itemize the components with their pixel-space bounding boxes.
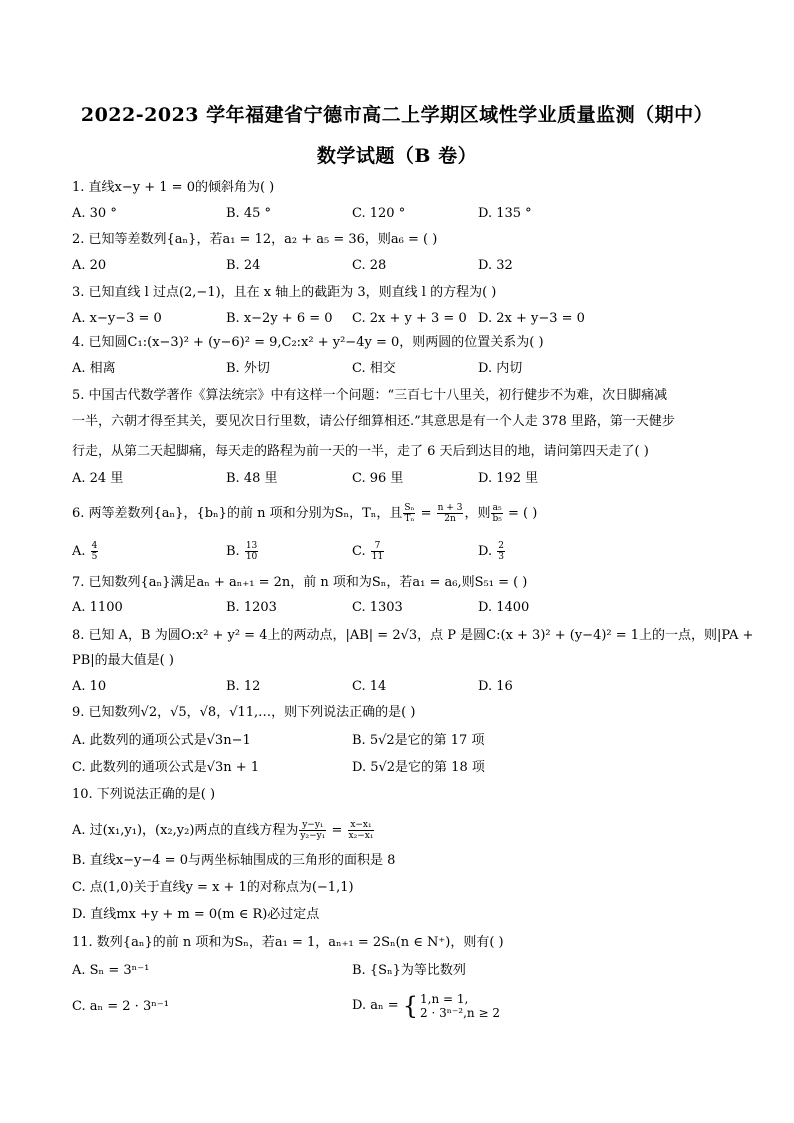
question-8-option-c: C. 14 xyxy=(352,679,387,694)
question-3-option-c: C. 2x + y + 3 = 0 xyxy=(352,311,467,326)
option-text: A. 过(x₁,y₁)，(x₂,y₂)两点的直线方程为 xyxy=(72,823,299,838)
question-7-stem: 7. 已知数列{aₙ}满足aₙ + aₙ₊₁ = 2n，前 n 项和为Sₙ，若a₁ = a₆,则S₅₁ = ( ) xyxy=(72,575,528,590)
fraction-numerator: a₅ xyxy=(492,503,502,513)
question-1-option-d: D. 135 ° xyxy=(478,206,532,221)
question-3-option-d: D. 2x + y−3 = 0 xyxy=(478,311,585,326)
question-6-stem-part-1: 6. 两等差数列{aₙ}，{bₙ}的前 n 项和分别为Sₙ，Tₙ，且 xyxy=(72,506,403,521)
question-10-option-d: D. 直线mx +y + m = 0(m ∈ R)必过定点 xyxy=(72,907,320,922)
question-10-option-b: B. 直线x−y−4 = 0与两坐标轴围成的三角形的面积是 8 xyxy=(72,853,396,868)
question-3-option-a: A. x−y−3 = 0 xyxy=(72,311,162,326)
piecewise-cases xyxy=(420,992,500,1020)
fraction-numerator: 2 xyxy=(498,541,504,551)
fraction-a5-b5 xyxy=(491,503,502,524)
question-9-option-d: D. 5√2是它的第 18 项 xyxy=(352,760,485,775)
fraction-denominator: Tₙ xyxy=(404,514,415,524)
question-5-option-b: B. 48 里 xyxy=(226,471,278,486)
fraction-n3-2n xyxy=(437,503,464,524)
exam-subtitle: 数学试题（B 卷） xyxy=(316,145,478,167)
option-fraction xyxy=(245,541,258,562)
question-10-option-c: C. 点(1,0)关于直线y = x + 1的对称点为(−1,1) xyxy=(72,880,354,895)
question-8-line-2: PB|的最大值是( ) xyxy=(72,653,174,668)
question-6-option-b xyxy=(226,541,259,562)
question-7-option-a: A. 1100 xyxy=(72,600,123,615)
question-7-option-b: B. 1203 xyxy=(226,600,277,615)
fraction-y xyxy=(299,820,326,841)
question-1-stem: 1. 直线x−y + 1 = 0的倾斜角为( ) xyxy=(72,180,275,195)
option-fraction xyxy=(91,541,99,562)
question-4-option-d: D. 内切 xyxy=(478,361,523,376)
question-11-option-c: C. aₙ = 2 · 3ⁿ⁻¹ xyxy=(72,999,169,1014)
question-9-stem: 9. 已知数列√2，√5，√8，√11,…，则下列说法正确的是( ) xyxy=(72,705,416,720)
question-6-stem-part-3: = ( ) xyxy=(503,506,538,521)
question-7-option-c: C. 1303 xyxy=(352,600,403,615)
question-4-option-b: B. 外切 xyxy=(226,361,270,376)
question-2-option-c: C. 28 xyxy=(352,258,387,273)
question-3-stem: 3. 已知直线 l 过点(2,−1)，且在 x 轴上的截距为 3，则直线 l 的方程为( ) xyxy=(72,285,497,300)
piecewise-case-2: 2 · 3ⁿ⁻²,n ≥ 2 xyxy=(420,1005,500,1020)
equals-sign: = xyxy=(416,506,436,521)
fraction-denominator: y₂−y₁ xyxy=(300,831,326,841)
question-4-stem: 4. 已知圆C₁:(x−3)² + (y−6)² = 9,C₂:x² + y²−4y = 0，则两圆的位置关系为( ) xyxy=(72,335,544,350)
question-9-option-b: B. 5√2是它的第 17 项 xyxy=(352,733,485,748)
question-2-option-b: B. 24 xyxy=(226,258,261,273)
question-9-option-a: A. 此数列的通项公式是√3n−1 xyxy=(72,733,251,748)
fraction-denominator: 11 xyxy=(371,552,384,562)
fraction-numerator: n + 3 xyxy=(437,503,463,513)
question-6-stem xyxy=(72,503,537,524)
question-11-stem: 11. 数列{aₙ}的前 n 项和为Sₙ，若a₁ = 1，aₙ₊₁ = 2Sₙ(n ∈ N⁺)，则有( ) xyxy=(72,935,504,950)
question-8-option-a: A. 10 xyxy=(72,679,107,694)
question-5-line-1: 5. 中国古代数学著作《算法统宗》中有这样一个问题：“三百七十八里关，初行健步不为难，次日脚痛减 xyxy=(72,388,668,403)
fraction-denominator: b₅ xyxy=(492,514,502,524)
fraction-numerator: 13 xyxy=(245,541,258,551)
question-5-option-a: A. 24 里 xyxy=(72,471,124,486)
fraction-x xyxy=(348,820,375,841)
question-1-option-b: B. 45 ° xyxy=(226,206,271,221)
option-text: D. aₙ = xyxy=(352,998,403,1013)
option-letter: D. xyxy=(478,544,493,559)
question-5-option-c: C. 96 里 xyxy=(352,471,404,486)
option-fraction xyxy=(497,541,505,562)
option-fraction xyxy=(371,541,384,562)
question-5-line-3: 行走，从第二天起脚痛，每天走的路程为前一天的一半，走了 6 天后到达目的地，请问第四天走了( ) xyxy=(72,444,649,459)
question-6-option-a xyxy=(72,541,99,562)
exam-title: 2022-2023 学年福建省宁德市高二上学期区域性学业质量监测（期中） xyxy=(80,104,714,126)
fraction-denominator: x₂−x₁ xyxy=(348,831,374,841)
question-8-option-b: B. 12 xyxy=(226,679,261,694)
fraction-denominator: 10 xyxy=(245,552,258,562)
fraction-sn-tn xyxy=(403,503,415,524)
question-7-option-d: D. 1400 xyxy=(478,600,530,615)
question-11-option-d xyxy=(352,988,500,1024)
question-11-option-b: B. {Sₙ}为等比数列 xyxy=(352,963,466,978)
question-5-line-2: 一半，六朝才得至其关，要见次日行里数，请公仔细算相还.”其意思是有一个人走 378 里路，第一天健步 xyxy=(72,414,675,429)
fraction-numerator: 7 xyxy=(371,541,384,552)
fraction-numerator: x−x₁ xyxy=(348,820,375,831)
fraction-denominator: 2n xyxy=(444,514,456,524)
fraction-numerator: 4 xyxy=(91,541,98,551)
question-8-line-1: 8. 已知 A，B 为圆O:x² + y² = 4上的两动点，|AB| = 2√3，点 P 是圆C:(x + 3)² + (y−4)² = 1上的一点，则|PA + xyxy=(72,628,754,643)
question-2-option-d: D. 32 xyxy=(478,258,513,273)
question-10-option-a xyxy=(72,820,375,841)
question-3-option-b: B. x−2y + 6 = 0 xyxy=(226,311,333,326)
question-5-option-d: D. 192 里 xyxy=(478,471,539,486)
equals-sign: = xyxy=(327,823,347,838)
question-4-option-c: C. 相交 xyxy=(352,361,396,376)
question-1-option-a: A. 30 ° xyxy=(72,206,117,221)
fraction-numerator: Sₙ xyxy=(404,503,415,513)
question-8-option-d: D. 16 xyxy=(478,679,513,694)
question-4-option-a: A. 相离 xyxy=(72,361,116,376)
fraction-numerator: y−y₁ xyxy=(299,820,326,831)
left-brace: { xyxy=(402,991,419,1020)
question-1-option-c: C. 120 ° xyxy=(352,206,406,221)
option-letter: A. xyxy=(72,544,86,559)
question-10-stem: 10. 下列说法正确的是( ) xyxy=(72,787,216,802)
fraction-denominator: 5 xyxy=(91,552,98,562)
fraction-denominator: 3 xyxy=(498,552,504,562)
question-2-option-a: A. 20 xyxy=(72,258,107,273)
question-6-stem-part-2: ，则 xyxy=(464,506,491,521)
question-9-option-c: C. 此数列的通项公式是√3n + 1 xyxy=(72,760,260,775)
question-6-option-c xyxy=(352,541,385,562)
option-letter: B. xyxy=(226,544,240,559)
question-6-option-d xyxy=(478,541,506,562)
option-letter: C. xyxy=(352,544,366,559)
question-2-stem: 2. 已知等差数列{aₙ}，若a₁ = 12，a₂ + a₅ = 36，则a₆ = ( ) xyxy=(72,232,438,247)
piecewise-case-1: 1,n = 1, xyxy=(420,991,469,1006)
question-11-option-a: A. Sₙ = 3ⁿ⁻¹ xyxy=(72,963,150,978)
